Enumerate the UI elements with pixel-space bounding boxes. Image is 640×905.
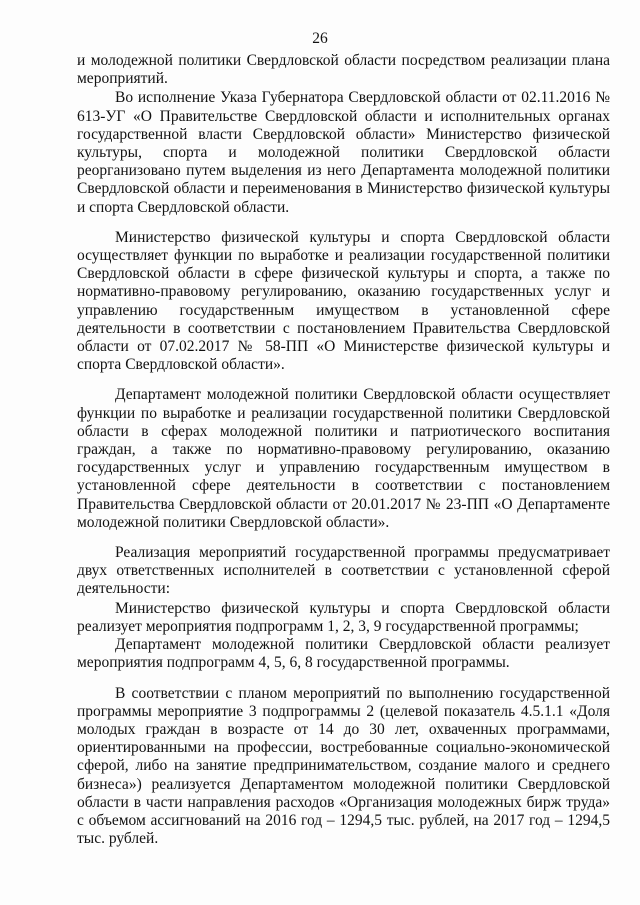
paragraph-ministry-functions: Министерство физической культуры и спорта Свердловской области осуществляет функции по выработке и реализации государственной политики Свердловской области в сфере физической культуры и спорта, а также по нормативно-правовому регулированию, оказанию государственных услуг и управлению государственным имуществом в установленной сфере деятельности в соответствии с постановлением Правительства Свердловской области от 07.02.2017 № 58-ПП «О Министерстве физической культуры и спорта Свердловской области». (77, 228, 610, 374)
paragraph-continuation: и молодежной политики Свердловской области посредством реализации плана мероприятий. (77, 52, 610, 88)
page-number: 26 (312, 30, 328, 47)
paragraph-department-subprograms: Департамент молодежной политики Свердловской области реализует мероприятия подпрограмм 4, 5, 6, 8 государственной программы. (77, 636, 610, 672)
paragraph-ministry-subprograms: Министерство физической культуры и спорта Свердловской области реализует мероприятия подпрограмм 1, 2, 3, 9 государственной программы; (77, 599, 610, 635)
paragraph-activity-plan: В соответствии с планом мероприятий по выполнению государственной программы мероприятие 3 подпрограммы 2 (целевой показатель 4.5.1.1 «Доля молодых граждан в возрасте от 14 до 30 лет, охваченных программами, ориентированными на профессии, востребованные социально-экономической сферой, либо на занятие предпринимательством, создание малого и среднего бизнеса») реализуется Департаментом молодежной политики Свердловской области в части направления расходов «Организация молодежных бирж труда» с объемом ассигнований на 2016 год – 1294,5 тыс. рублей, на 2017 год – 1294,5 тыс. рублей. (77, 684, 610, 848)
paragraph-reorganization: Во исполнение Указа Губернатора Свердловской области от 02.11.2016 № 613-УГ «О Правительстве Свердловской области и исполнительных органах государственной власти Свердловской области» Министерство физической культуры, спорта и молодежной политики Свердловской области реорганизовано путем выделения из него Департамента молодежной политики Свердловской области и переименования в Министерство физической культуры и спорта Свердловской области. (77, 89, 610, 216)
document-body (77, 52, 610, 848)
paragraph-program-implementation: Реализация мероприятий государственной программы предусматривает двух ответственных исполнителей в соответствии с установленной сферой деятельности: (77, 544, 610, 598)
paragraph-department-functions: Департамент молодежной политики Свердловской области осуществляет функции по выработке и реализации государственной политики Свердловской области в сферах молодежной политики и патриотического воспитания граждан, а также по нормативно-правовому регулированию, оказанию государственных услуг и управлению государственным имуществом в установленной сфере деятельности в соответствии с постановлением Правительства Свердловской области от 20.01.2017 № 23-ПП «О Департаменте молодежной политики Свердловской области». (77, 386, 610, 531)
